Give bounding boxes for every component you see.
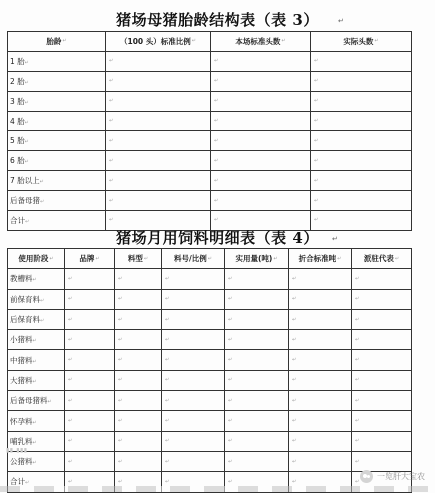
table-row	[8, 350, 412, 370]
data-cell[interactable]	[65, 431, 115, 451]
data-cell[interactable]	[289, 431, 352, 451]
data-cell[interactable]	[162, 391, 225, 411]
data-cell[interactable]	[115, 309, 162, 329]
row-label-cell[interactable]	[8, 269, 65, 289]
data-cell[interactable]	[225, 411, 289, 431]
data-cell[interactable]	[162, 431, 225, 451]
paragraph-mark: ↵	[49, 255, 54, 262]
paragraph-mark: ↵	[47, 399, 52, 406]
row-label-cell[interactable]	[8, 370, 65, 390]
row-label-cell[interactable]	[8, 309, 65, 329]
row-label: 6 胎	[10, 156, 25, 166]
row-label-cell[interactable]	[8, 151, 106, 171]
paragraph-mark: ↵	[338, 17, 344, 25]
data-cell[interactable]	[352, 289, 412, 309]
data-cell[interactable]	[311, 71, 412, 91]
table-row	[8, 269, 412, 289]
watermark-right	[360, 470, 425, 483]
data-cell[interactable]	[65, 370, 115, 390]
data-cell[interactable]	[289, 451, 352, 471]
row-label: 哺乳料	[10, 436, 33, 446]
data-cell[interactable]	[289, 391, 352, 411]
row-label-cell[interactable]	[8, 71, 106, 91]
paragraph-mark: ↵	[24, 119, 29, 126]
row-label: 后保育料	[10, 315, 40, 325]
data-cell[interactable]	[311, 131, 412, 151]
data-cell[interactable]	[162, 411, 225, 431]
paragraph-mark: ↵	[32, 378, 37, 385]
column-header-label: 料号/比例	[174, 254, 207, 264]
column-header-label: 胎龄	[46, 36, 62, 46]
paragraph-mark: ↵	[24, 159, 29, 166]
data-cell[interactable]	[289, 309, 352, 329]
paragraph-mark: ↵	[32, 338, 37, 345]
paragraph-mark: ↵	[191, 38, 196, 45]
data-cell[interactable]	[289, 269, 352, 289]
data-cell[interactable]	[211, 131, 311, 151]
data-cell[interactable]	[115, 330, 162, 350]
table-row	[8, 330, 412, 350]
data-cell[interactable]	[289, 330, 352, 350]
data-cell[interactable]	[162, 289, 225, 309]
data-cell[interactable]	[106, 111, 211, 131]
row-label: 7 胎以上	[10, 176, 40, 186]
data-cell[interactable]	[65, 451, 115, 471]
row-label: 前保育料	[10, 294, 40, 304]
data-cell[interactable]	[162, 451, 225, 471]
paragraph-mark: ↵	[143, 255, 149, 262]
data-cell[interactable]	[289, 350, 352, 370]
row-label-cell[interactable]	[8, 51, 106, 71]
paragraph-mark: ↵	[374, 38, 379, 45]
row-label: 教槽料	[10, 274, 33, 284]
column-header	[352, 249, 412, 269]
table-row	[8, 151, 412, 171]
data-cell[interactable]	[225, 431, 289, 451]
row-label-cell[interactable]	[8, 451, 65, 471]
watermark-left: ▮▮ ▮▮▮	[6, 447, 28, 454]
column-header-label: （100 头）标准比例	[120, 36, 191, 46]
table-row	[8, 289, 412, 309]
row-label: 合计	[10, 215, 25, 225]
row-label-cell[interactable]	[8, 289, 65, 309]
data-cell[interactable]	[162, 269, 225, 289]
row-label-cell[interactable]	[8, 411, 65, 431]
data-cell[interactable]	[352, 411, 412, 431]
data-cell[interactable]	[106, 91, 211, 111]
row-label-cell[interactable]	[8, 350, 65, 370]
data-cell[interactable]	[311, 171, 412, 191]
data-cell[interactable]	[225, 330, 289, 350]
data-cell[interactable]	[106, 51, 211, 71]
column-header	[65, 249, 115, 269]
column-header-label: 料型	[127, 254, 143, 264]
paragraph-mark: ↵	[207, 255, 212, 262]
data-cell[interactable]	[211, 151, 311, 171]
paragraph-mark: ↵	[32, 277, 37, 284]
data-cell[interactable]	[115, 411, 162, 431]
column-header	[211, 32, 311, 52]
data-cell[interactable]	[352, 391, 412, 411]
data-cell[interactable]	[106, 191, 211, 211]
data-cell[interactable]	[211, 191, 311, 211]
feed-usage-table	[7, 248, 412, 493]
table-row	[8, 451, 412, 471]
row-label: 后备母猪	[10, 196, 40, 206]
row-label: 3 胎	[10, 96, 25, 106]
table-row	[8, 71, 412, 91]
paragraph-mark: ↵	[25, 480, 30, 487]
data-cell[interactable]	[106, 71, 211, 91]
data-cell[interactable]	[225, 451, 289, 471]
row-label: 4 胎	[10, 116, 25, 126]
data-cell[interactable]	[115, 370, 162, 390]
data-cell[interactable]	[352, 431, 412, 451]
paragraph-mark: ↵	[39, 179, 44, 186]
row-label: 中猪料	[10, 355, 33, 365]
data-cell[interactable]	[352, 269, 412, 289]
data-cell[interactable]	[311, 51, 412, 71]
paragraph-mark: ↵	[24, 99, 29, 106]
data-cell[interactable]	[311, 111, 412, 131]
row-label: 怀孕料	[10, 416, 33, 426]
data-cell[interactable]	[115, 350, 162, 370]
data-cell[interactable]	[115, 431, 162, 451]
paragraph-mark: ↵	[32, 439, 37, 446]
row-label: 1 胎	[10, 56, 25, 66]
data-cell[interactable]	[311, 191, 412, 211]
data-cell[interactable]	[225, 289, 289, 309]
column-header-label: 实际头数	[343, 36, 374, 46]
paragraph-mark: ↵	[273, 255, 278, 262]
table-row	[8, 391, 412, 411]
wechat-logo-icon	[360, 470, 373, 483]
header-row	[8, 249, 412, 269]
data-cell[interactable]	[115, 391, 162, 411]
data-cell[interactable]	[162, 370, 225, 390]
row-label: 5 胎	[10, 136, 25, 146]
row-label-cell[interactable]	[8, 391, 65, 411]
data-cell[interactable]	[106, 131, 211, 151]
column-header	[225, 249, 289, 269]
column-header	[289, 249, 352, 269]
data-cell[interactable]	[311, 151, 412, 171]
table-row	[8, 111, 412, 131]
row-label-cell[interactable]	[8, 111, 106, 131]
data-cell[interactable]	[225, 370, 289, 390]
table-row	[8, 370, 412, 390]
paragraph-mark: ↵	[32, 358, 37, 365]
column-header	[162, 249, 225, 269]
data-cell[interactable]	[65, 411, 115, 431]
data-cell[interactable]	[65, 391, 115, 411]
data-cell[interactable]	[65, 269, 115, 289]
data-cell[interactable]	[65, 309, 115, 329]
data-cell[interactable]	[352, 350, 412, 370]
data-cell[interactable]	[352, 451, 412, 471]
data-cell[interactable]	[162, 309, 225, 329]
sow-parity-table	[7, 31, 412, 231]
paragraph-mark: ↵	[32, 460, 37, 467]
paragraph-mark: ↵	[40, 297, 45, 304]
row-label: 大猪料	[10, 375, 33, 385]
data-cell[interactable]	[115, 451, 162, 471]
row-label: 后备母猪料	[10, 396, 48, 406]
data-cell[interactable]	[211, 111, 311, 131]
paragraph-mark: ↵	[25, 218, 30, 225]
header-row	[8, 32, 412, 52]
data-cell[interactable]	[311, 91, 412, 111]
row-label: 公猪料	[10, 457, 33, 467]
paragraph-mark: ↵	[281, 38, 286, 45]
table-row	[8, 431, 412, 451]
column-header-label: 本场标准头数	[235, 36, 281, 46]
column-header	[115, 249, 162, 269]
data-cell[interactable]	[115, 289, 162, 309]
table1-title: 猪场母猪胎龄结构表（表 3）	[116, 11, 319, 29]
table-row	[8, 51, 412, 71]
row-label: 2 胎	[10, 76, 25, 86]
row-label-cell[interactable]	[8, 171, 106, 191]
paragraph-mark: ↵	[95, 255, 100, 262]
row-label: 小猪料	[10, 335, 33, 345]
column-header	[8, 249, 65, 269]
row-label-cell[interactable]	[8, 91, 106, 111]
column-header-label: 折合标准吨	[298, 254, 337, 264]
table-row	[8, 411, 412, 431]
row-label: 合计	[10, 477, 25, 487]
paragraph-mark: ↵	[40, 199, 45, 206]
data-cell[interactable]	[115, 269, 162, 289]
table-row	[8, 91, 412, 111]
table-row	[8, 131, 412, 151]
column-header-label: 派驻代表	[363, 254, 394, 264]
data-cell[interactable]	[211, 171, 311, 191]
paragraph-mark: ↵	[24, 79, 29, 86]
data-cell[interactable]	[65, 350, 115, 370]
row-label-cell[interactable]	[8, 131, 106, 151]
data-cell[interactable]	[211, 91, 311, 111]
column-header	[106, 32, 211, 52]
column-header	[311, 32, 412, 52]
watermark-text: 一览肝大宝农	[377, 472, 425, 481]
table-row	[8, 309, 412, 329]
data-cell[interactable]	[225, 350, 289, 370]
paragraph-mark: ↵	[332, 235, 338, 243]
data-cell[interactable]	[65, 330, 115, 350]
data-cell[interactable]	[289, 289, 352, 309]
column-header	[8, 32, 106, 52]
data-cell[interactable]	[162, 330, 225, 350]
table-row	[8, 171, 412, 191]
data-cell[interactable]	[106, 171, 211, 191]
column-header-label: 品牌	[79, 254, 95, 264]
data-cell[interactable]	[211, 51, 311, 71]
data-cell[interactable]	[289, 370, 352, 390]
data-cell[interactable]	[352, 309, 412, 329]
data-cell[interactable]	[225, 309, 289, 329]
data-cell[interactable]	[162, 350, 225, 370]
paragraph-mark: ↵	[62, 38, 67, 45]
data-cell[interactable]	[225, 391, 289, 411]
row-label-cell[interactable]	[8, 191, 106, 211]
paragraph-mark: ↵	[24, 59, 29, 66]
data-cell[interactable]	[352, 330, 412, 350]
paragraph-mark: ↵	[394, 255, 400, 262]
paragraph-mark: ↵	[24, 139, 29, 146]
data-cell[interactable]	[65, 289, 115, 309]
table-row	[8, 191, 412, 211]
table2-title: 猪场月用饲料明细表（表 4）	[116, 229, 319, 247]
column-header-label: 实用量(吨)	[235, 254, 273, 264]
data-cell[interactable]	[211, 71, 311, 91]
paragraph-mark: ↵	[337, 255, 342, 262]
data-cell[interactable]	[225, 269, 289, 289]
column-header-label: 使用阶段	[18, 254, 49, 264]
data-cell[interactable]	[352, 370, 412, 390]
data-cell[interactable]	[106, 151, 211, 171]
row-label-cell[interactable]	[8, 330, 65, 350]
data-cell[interactable]	[289, 411, 352, 431]
paragraph-mark: ↵	[32, 419, 37, 426]
paragraph-mark: ↵	[40, 318, 45, 325]
next-page-edge	[0, 486, 435, 492]
